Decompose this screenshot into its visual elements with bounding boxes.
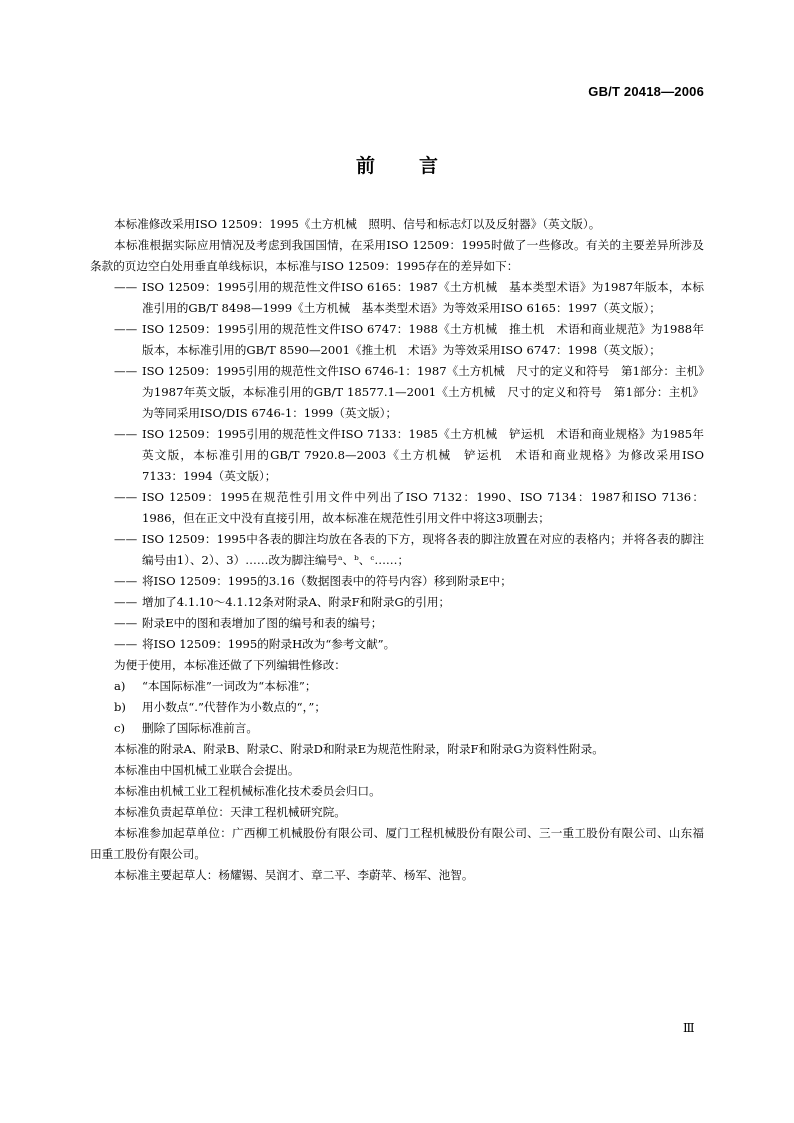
editorial-text: 删除了国际标准前言。 xyxy=(142,721,258,735)
editorial-intro: 为便于使用，本标准还做了下列编辑性修改： xyxy=(114,658,346,672)
standard-number: GB/T 20418—2006 xyxy=(588,84,704,99)
difference-item xyxy=(90,529,704,571)
difference-item xyxy=(90,361,704,424)
dash-mark: —— xyxy=(114,427,138,441)
page-number: Ⅲ xyxy=(683,1021,695,1035)
difference-item xyxy=(90,571,704,592)
difference-item xyxy=(90,424,704,487)
difference-text: ISO 12509：1995在规范性引用文件中列出了ISO 7132：1990、ISO 7134：1987和ISO 7136：1986，但在正文中没有直接引用，故本标准在规范性引用文件中将这3项删去； xyxy=(142,490,704,525)
difference-text: ISO 12509：1995引用的规范性文件ISO 6746-1：1987《土方机械 尺寸的定义和符号 第1部分：主机》为1987年英文版，本标准引用的GB/T 18577.1—2001《土方机械 尺寸的定义和符号 第1部分：主机》为等同采用ISO/DIS 6746-1：1999（英文版）； xyxy=(142,364,704,420)
editorial-item xyxy=(90,718,704,739)
difference-item xyxy=(90,487,704,529)
dash-mark: —— xyxy=(114,532,138,546)
dash-mark: —— xyxy=(114,490,138,504)
closing-paragraph: 本标准由中国机械工业联合会提出。 xyxy=(114,763,300,777)
dash-mark: —— xyxy=(114,595,138,609)
closing-paragraph: 本标准的附录A、附录B、附录C、附录D和附录E为规范性附录，附录F和附录G为资料性附录。 xyxy=(114,742,604,756)
foreword-body xyxy=(90,214,704,886)
editorial-item xyxy=(90,676,704,697)
dash-mark: —— xyxy=(114,637,138,651)
closing-paragraph: 本标准主要起草人：杨耀锡、吴润才、章二平、李蔚苹、杨军、池智。 xyxy=(114,868,474,882)
difference-item xyxy=(90,277,704,319)
editorial-text: “本国际标准”一词改为“本标准”； xyxy=(142,679,317,693)
difference-text: 附录E中的图和表增加了图的编号和表的编号； xyxy=(142,616,383,630)
dash-mark: —— xyxy=(114,322,138,336)
page-title-right: 言 xyxy=(419,155,439,177)
difference-item xyxy=(90,319,704,361)
difference-item xyxy=(90,634,704,655)
difference-text: ISO 12509：1995引用的规范性文件ISO 7133：1985《土方机械 铲运机 术语和商业规格》为1985年英文版，本标准引用的GB/T 7920.8—2003《土方机械 铲运机 术语和商业规格》为修改采用ISO 7133：1994（英文版）； xyxy=(142,427,704,483)
closing-paragraph: 本标准负责起草单位：天津工程机械研究院。 xyxy=(114,805,346,819)
editorial-text: 用小数点“.”代替作为小数点的“，”； xyxy=(142,700,326,714)
closing-paragraph: 本标准参加起草单位：广西柳工机械股份有限公司、厦门工程机械股份有限公司、三一重工股份有限公司、山东福田重工股份有限公司。 xyxy=(90,826,704,861)
difference-text: 将ISO 12509：1995的3.16（数据图表中的符号内容）移到附录E中； xyxy=(142,574,512,588)
closing-paragraph: 本标准由机械工业工程机械标准化技术委员会归口。 xyxy=(114,784,381,798)
dash-mark: —— xyxy=(114,364,138,378)
difference-item xyxy=(90,613,704,634)
editorial-item xyxy=(90,697,704,718)
dash-mark: —— xyxy=(114,280,138,294)
difference-text: ISO 12509：1995中各表的脚注均放在各表的下方，现将各表的脚注放置在对应的表格内；并将各表的脚注编号由1）、2）、3）……改为脚注编号ᵃ、ᵇ、ᶜ……； xyxy=(142,532,704,567)
difference-text: 增加了4.1.10～4.1.12条对附录A、附录F和附录G的引用； xyxy=(142,595,451,609)
editorial-label: c) xyxy=(114,721,126,735)
intro-paragraph: 本标准根据实际应用情况及考虑到我国国情，在采用ISO 12509：1995时做了一些修改。有关的主要差异所涉及条款的页边空白处用垂直单线标识，本标准与ISO 12509：1995存在的差异如下： xyxy=(90,238,704,273)
difference-item xyxy=(90,592,704,613)
page-title xyxy=(0,151,794,178)
difference-text: 将ISO 12509：1995的附录H改为“参考文献”。 xyxy=(142,637,396,651)
difference-text: ISO 12509：1995引用的规范性文件ISO 6747：1988《土方机械 推土机 术语和商业规范》为1988年版本，本标准引用的GB/T 8590—2001《推土机 术语》为等效采用ISO 6747：1998（英文版）； xyxy=(142,322,704,357)
editorial-label: a) xyxy=(114,679,126,693)
page-title-left: 前 xyxy=(355,155,375,177)
dash-mark: —— xyxy=(114,574,138,588)
editorial-label: b) xyxy=(114,700,126,714)
intro-paragraph: 本标准修改采用ISO 12509：1995《土方机械 照明、信号和标志灯以及反射器》（英文版）。 xyxy=(114,217,601,231)
dash-mark: —— xyxy=(114,616,138,630)
difference-text: ISO 12509：1995引用的规范性文件ISO 6165：1987《土方机械 基本类型术语》为1987年版本，本标准引用的GB/T 8498—1999《土方机械 基本类型术语》为等效采用ISO 6165：1997（英文版）； xyxy=(142,280,704,315)
